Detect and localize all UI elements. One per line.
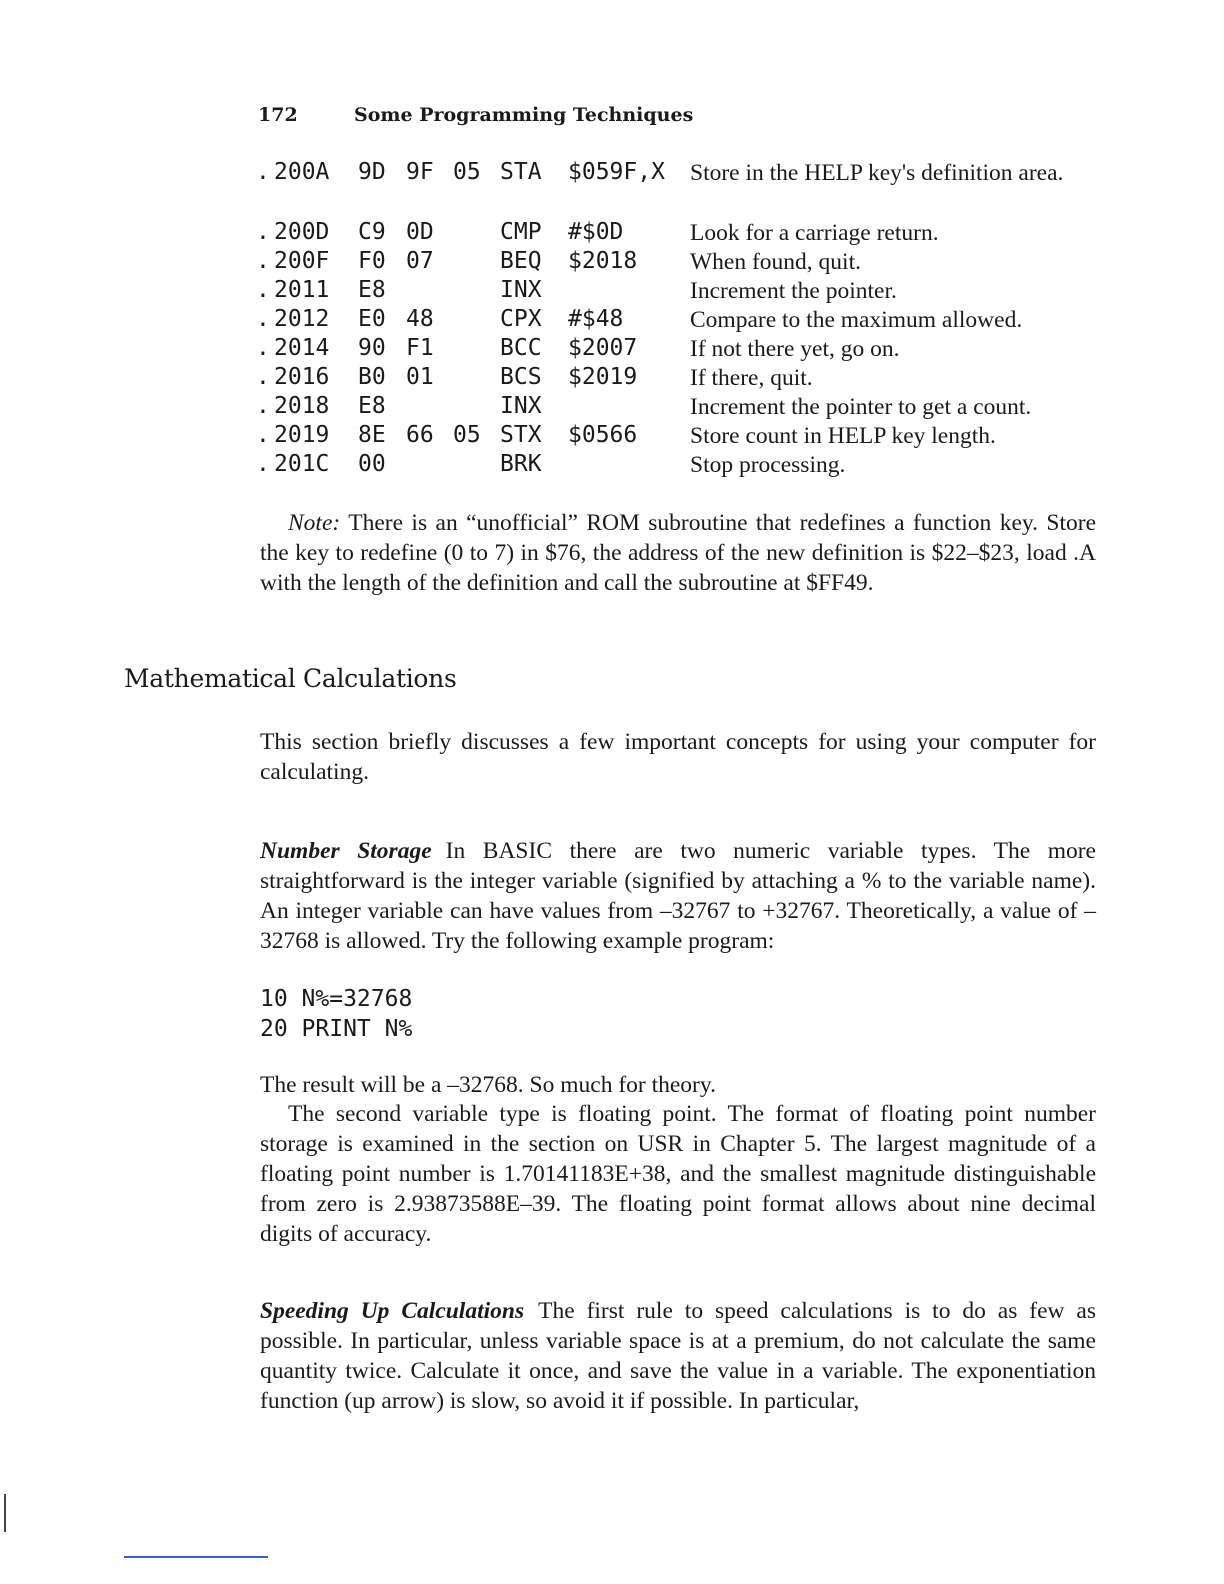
scan-margin-mark: [4, 1494, 6, 1532]
note-label: Note:: [288, 510, 341, 536]
listing-row: [256, 334, 1096, 363]
note-text: There is an “unofficial” ROM subroutine that redefines a function key. Store the key to redefine (0 to 7) in $76, the address of the new definition is $22–$23, load .A with the length of the definition and call the subroutine at $FF49.: [260, 510, 1096, 596]
listing-byte: 0D: [406, 219, 434, 245]
chapter-title: Some Programming Techniques: [354, 104, 694, 126]
listing-address: 2012: [274, 306, 330, 332]
listing-row: [256, 392, 1096, 421]
listing-address: 200A: [274, 159, 330, 185]
listing-row: [256, 450, 1096, 479]
listing-opcode: CPX: [500, 306, 542, 332]
listing-comment: If not there yet, go on.: [690, 336, 900, 362]
listing-opcode: BCS: [500, 364, 542, 390]
listing-comment: Increment the pointer to get a count.: [690, 394, 1032, 420]
listing-comment: Store in the HELP key's definition area.: [690, 160, 1064, 186]
listing-byte: 9D: [358, 159, 386, 185]
listing-byte: 07: [406, 248, 434, 274]
listing-operand: $059F,X: [568, 159, 665, 185]
listing-row: [256, 276, 1096, 305]
listing-byte: 8E: [358, 422, 386, 448]
listing-row: [256, 421, 1096, 450]
listing-operand: $0566: [568, 422, 638, 448]
speeding-up-text: The first rule to speed calculations is to do as few as possible. In particular, unless variable space is at a premium, do not calculate the same quantity twice. Calculate it once, and save the value in a variable. The exponentiation function (up arrow) is slow, so avoid it if possible. In particular,: [260, 1298, 1096, 1414]
listing-prompt-dot: .: [256, 393, 270, 419]
listing-row: [256, 218, 1096, 247]
number-storage-paragraph: [260, 836, 1096, 956]
speeding-up-paragraph: [260, 1296, 1096, 1416]
running-header: [258, 104, 693, 126]
program-line: 20 PRINT N%: [260, 1016, 413, 1042]
listing-byte: 05: [453, 159, 481, 185]
listing-byte: F0: [358, 248, 386, 274]
listing-byte: B0: [358, 364, 386, 390]
number-storage-text: In BASIC there are two numeric variable types. The more straightforward is the integer variable (signified by attaching a % to the variable name). An integer variable can have values from –32767 to +32767. Theoretically, a value of –32768 is allowed. Try the following example program:: [260, 838, 1096, 954]
listing-opcode: CMP: [500, 219, 542, 245]
listing-address: 201C: [274, 451, 330, 477]
listing-byte: 9F: [406, 159, 434, 185]
program-line: 10 N%=32768: [260, 986, 413, 1012]
page-number: 172: [258, 104, 298, 126]
listing-row: [256, 305, 1096, 334]
listing-opcode: BCC: [500, 335, 542, 361]
listing-opcode: BEQ: [500, 248, 542, 274]
listing-prompt-dot: .: [256, 364, 270, 390]
listing-comment: Stop processing.: [690, 452, 846, 478]
listing-operand: #$48: [568, 306, 624, 332]
listing-byte: 05: [453, 422, 481, 448]
listing-address: 2014: [274, 335, 330, 361]
listing-operand: $2018: [568, 248, 638, 274]
listing-address: 2016: [274, 364, 330, 390]
listing-opcode: BRK: [500, 451, 542, 477]
basic-program: [260, 984, 412, 1044]
speeding-up-heading: Speeding Up Calculations: [260, 1298, 525, 1324]
listing-row: [256, 158, 1096, 218]
listing-address: 200D: [274, 219, 330, 245]
number-storage-heading: Number Storage: [260, 838, 432, 864]
listing-prompt-dot: .: [256, 422, 270, 448]
section-heading: Mathematical Calculations: [124, 664, 457, 693]
listing-operand: #$0D: [568, 219, 624, 245]
listing-byte: 01: [406, 364, 434, 390]
listing-prompt-dot: .: [256, 219, 270, 245]
listing-address: 200F: [274, 248, 330, 274]
listing-prompt-dot: .: [256, 451, 270, 477]
listing-address: 2018: [274, 393, 330, 419]
listing-opcode: INX: [500, 393, 542, 419]
listing-row: [256, 363, 1096, 392]
listing-operand: $2019: [568, 364, 638, 390]
note-paragraph: [260, 508, 1096, 598]
listing-prompt-dot: .: [256, 159, 270, 185]
listing-address: 2011: [274, 277, 330, 303]
listing-prompt-dot: .: [256, 248, 270, 274]
listing-byte: C9: [358, 219, 386, 245]
listing-byte: E8: [358, 277, 386, 303]
listing-comment: If there, quit.: [690, 365, 813, 391]
listing-byte: 00: [358, 451, 386, 477]
listing-comment: Look for a carriage return.: [690, 220, 939, 246]
listing-comment: Store count in HELP key length.: [690, 423, 996, 449]
assembly-listing: [256, 158, 1096, 479]
listing-prompt-dot: .: [256, 277, 270, 303]
listing-comment: Increment the pointer.: [690, 278, 897, 304]
listing-byte: E0: [358, 306, 386, 332]
listing-comment: Compare to the maximum allowed.: [690, 307, 1023, 333]
listing-operand: $2007: [568, 335, 638, 361]
footer-rule: [124, 1556, 268, 1558]
listing-opcode: INX: [500, 277, 542, 303]
result-paragraph: The result will be a –32768. So much for theory.: [260, 1072, 716, 1098]
listing-opcode: STX: [500, 422, 542, 448]
listing-prompt-dot: .: [256, 335, 270, 361]
listing-byte: 48: [406, 306, 434, 332]
listing-byte: 90: [358, 335, 386, 361]
listing-byte: 66: [406, 422, 434, 448]
listing-row: [256, 247, 1096, 276]
floating-point-paragraph: The second variable type is floating point. The format of floating point number storage is examined in the section on USR in Chapter 5. The largest magnitude of a floating point number is 1.70141183E+38, and the smallest magnitude distinguishable from zero is 2.93873588E–39. The floating point format allows about nine decimal digits of accuracy.: [260, 1101, 1096, 1247]
listing-prompt-dot: .: [256, 306, 270, 332]
listing-byte: F1: [406, 335, 434, 361]
listing-address: 2019: [274, 422, 330, 448]
listing-comment: When found, quit.: [690, 249, 861, 275]
listing-byte: E8: [358, 393, 386, 419]
section-intro: This section briefly discusses a few important concepts for using your computer for calculating.: [260, 729, 1096, 785]
listing-opcode: STA: [500, 159, 542, 185]
